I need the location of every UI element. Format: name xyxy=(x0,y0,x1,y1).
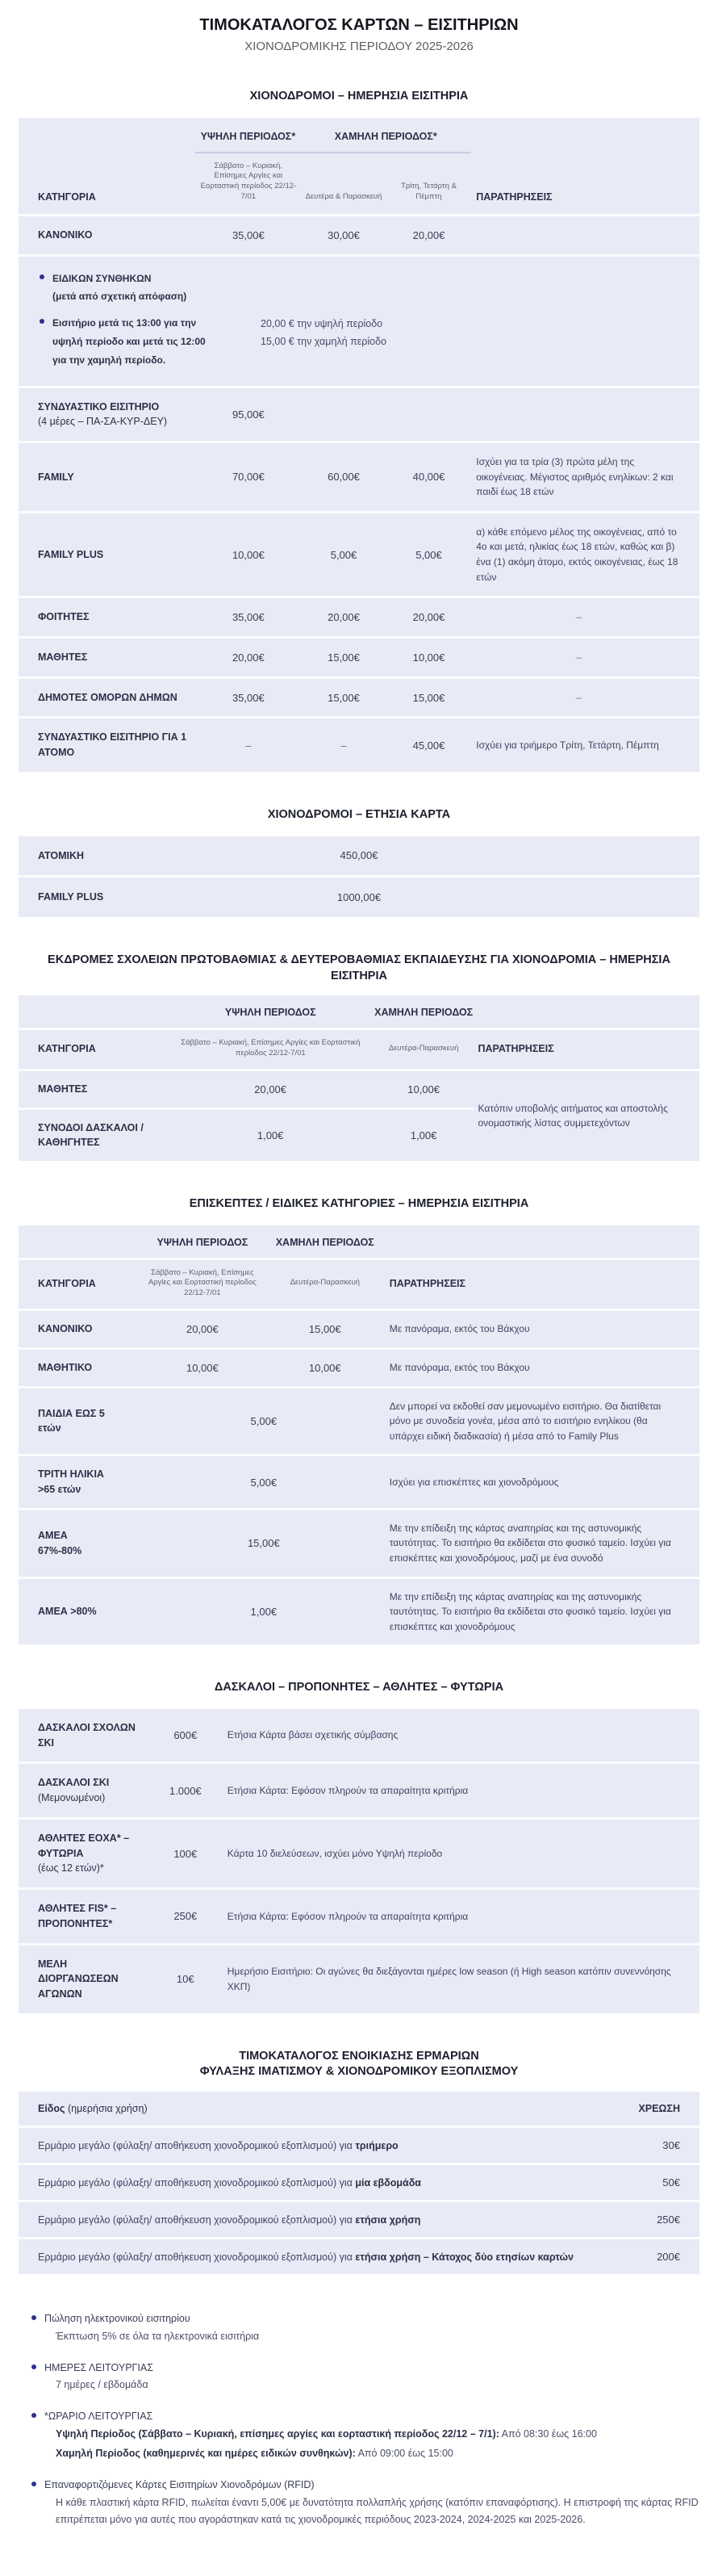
row-price-high: 20,00€ xyxy=(232,651,265,664)
bullet-icon xyxy=(31,2364,36,2369)
table-row-family-plus xyxy=(19,511,699,596)
row-note: Δεν μπορεί να εκδοθεί σαν μεμονωμένο εισιτήριο. Θα διατίθεται μόνο με συνοδεία γονέα, μέσα από το εισιτήριο ενηλίκου (θα υπάρχει ειδική διαδικασία) ή μέσα από το Family Plus xyxy=(389,1400,662,1442)
row-category: ΜΑΘΗΤΙΚΟ xyxy=(38,1361,93,1373)
bullet-icon xyxy=(31,2482,36,2486)
row-price-low2: 15,00€ xyxy=(412,691,445,704)
annual-card-table xyxy=(19,836,699,918)
row-price: 1.000€ xyxy=(169,1784,202,1797)
lockers-section-heading xyxy=(28,2049,690,2080)
coaches-section-heading: ΔΑΣΚΑΛΟΙ – ΠΡΟΠΟΝΗΤΕΣ – ΑΘΛΗΤΕΣ – ΦΥΤΩΡΙΑ xyxy=(214,1681,504,1694)
row-note xyxy=(471,403,699,425)
table-row-special-conditions xyxy=(19,254,699,386)
row-price: 100€ xyxy=(173,1847,198,1860)
locker-desc-bold: ετήσια χρήση xyxy=(355,2214,421,2226)
note-header xyxy=(20,2478,699,2493)
table-row-atomiki xyxy=(19,836,699,876)
visitors-column-header xyxy=(19,1258,699,1309)
locker-desc-common: Ερμάριο μεγάλο (φύλαξη/ αποθήκευση χιονοδρομικού εξοπλισμού) για xyxy=(38,2251,356,2263)
bullet-icon xyxy=(40,274,44,279)
row-note: Ισχύει για επισκέπτες και χιονοδρόμους xyxy=(389,1476,559,1488)
row-price: 250€ xyxy=(173,1910,198,1923)
category-column-header: ΚΑΤΗΓΟΡΙΑ xyxy=(38,1277,96,1289)
note-operating-hours xyxy=(20,2409,699,2463)
table-row-school-mathites xyxy=(19,1071,474,1108)
type-header-rest: (ημερήσια χρήση) xyxy=(65,2103,148,2115)
low-period-subheader: Δευτέρα-Παρασκευή xyxy=(290,1278,360,1288)
row-price: 250€ xyxy=(657,2214,680,2226)
locker-desc-bold: τριήμερο xyxy=(355,2139,399,2151)
row-category: ΜΕΛΗ ΔΙΟΡΓΑΝΩΣΕΩΝ ΑΓΩΝΩΝ xyxy=(38,1958,119,2000)
row-price: 1000,00€ xyxy=(336,891,382,904)
row-note: Ισχύει για τριήμερο Τρίτη, Τετάρτη, Πέμπτη xyxy=(476,739,659,751)
lockers-heading-line2: ΦΥΛΑΞΗΣ ΙΜΑΤΙΣΜΟΥ & ΧΙΟΝΟΔΡΟΜΙΚΟΥ ΕΞΟΠΛΙΣΜΟΥ xyxy=(199,2065,519,2079)
header-spacer xyxy=(19,1007,169,1018)
row-price-low: 10,00€ xyxy=(407,1083,440,1095)
row-category: ΜΑΘΗΤΕΣ xyxy=(38,1083,88,1095)
period-headers-wrap xyxy=(195,131,471,153)
category-column-header: ΚΑΤΗΓΟΡΙΑ xyxy=(38,191,96,203)
row-price-high: 10,00€ xyxy=(232,548,265,561)
row-note: Με την επίδειξη της κάρτας αναπηρίας και της αστυνομικής ταυτότητας. Το εισιτήριο θα εκδίδεται στο φυσικό ταμείο. Ισχύει για επισκέπτες και χιονοδρόμους, μαζί με ένα συνοδό xyxy=(389,1522,671,1564)
table-row-locker-annual-two-cards xyxy=(19,2237,699,2274)
table-row-visitor-mathitiko xyxy=(19,1347,699,1386)
row-price-low2: 10,00€ xyxy=(412,651,445,664)
row-price-low1: 30,00€ xyxy=(328,228,360,241)
table-row-paidia xyxy=(19,1386,699,1455)
row-price-low1: 15,00€ xyxy=(328,691,360,704)
row-category-line2: 67%-80% xyxy=(38,1544,82,1556)
row-price-high: 10,00€ xyxy=(186,1361,219,1374)
locker-desc-bold: ετήσια χρήση – Κάτοχος δύο ετησίων καρτών xyxy=(355,2251,574,2263)
row-category-line1: ΑΘΛΗΤΕΣ ΕΟΧΑ* – ΦΥΤΩΡΙΑ xyxy=(38,1832,130,1859)
schools-table xyxy=(19,995,699,1161)
row-price: 450,00€ xyxy=(340,849,378,862)
high-period-hours-label: Υψηλή Περίοδος (Σάββατο – Κυριακή, επίσημες αργίες και εορταστική περίοδος 22/12 – 7/1): xyxy=(56,2428,499,2440)
afternoon-price-high: 20,00 € την υψηλή περίοδο xyxy=(261,318,383,330)
row-note: Ισχύει για τα τρία (3) πρώτα μέλη της οικογένειας. Μέγιστος αριθμός ενηλίκων: 2 και παιδί έως 18 ετών xyxy=(476,456,674,498)
row-price-merged: 5,00€ xyxy=(250,1414,278,1427)
table-row-ski-individual xyxy=(19,1761,699,1817)
note-title: *ΩΡΑΡΙΟ ΛΕΙΤΟΥΡΓΙΑΣ xyxy=(44,2411,153,2423)
row-price-low2: 20,00€ xyxy=(412,228,445,241)
row-price-merged: 15,00€ xyxy=(247,1537,280,1550)
row-note: – xyxy=(576,611,582,623)
empty-cell xyxy=(386,403,472,425)
empty-cell xyxy=(301,403,386,425)
table-row-amea-80 xyxy=(19,1577,699,1645)
annual-section-heading: ΧΙΟΝΟΔΡΟΜΟΙ – ΕΤΗΣΙΑ ΚΑΡΤΑ xyxy=(267,807,451,821)
row-category xyxy=(19,1764,155,1817)
table-row-kanoniko xyxy=(19,214,699,254)
row-price: 600€ xyxy=(173,1729,198,1742)
note-header xyxy=(20,2311,699,2327)
note-body-low-period xyxy=(56,2445,699,2463)
table-row-eoxa-athletes xyxy=(19,1817,699,1887)
bullet-icon xyxy=(31,2315,36,2320)
row-category-line2: (Μεμονωμένοι) xyxy=(38,1792,106,1804)
row-price-low1: 20,00€ xyxy=(328,611,360,624)
page-title: ΤΙΜΟΚΑΤΑΛΟΓΟΣ ΚΑΡΤΩΝ – ΕΙΣΙΤΗΡΙΩΝ xyxy=(199,16,519,34)
row-description xyxy=(19,2203,618,2237)
row-price-high: 1,00€ xyxy=(257,1129,284,1141)
row-category xyxy=(19,388,195,442)
row-category: ΑΘΛΗΤΕΣ FIS* – ΠΡΟΠΟΝΗΤΕΣ* xyxy=(38,1903,117,1929)
daily-section-heading: ΧΙΟΝΟΔΡΟΜΟΙ – ΗΜΕΡΗΣΙΑ ΕΙΣΙΤΗΡΙΑ xyxy=(249,90,469,103)
table-row-locker-3day xyxy=(19,2126,699,2163)
daily-table-period-header xyxy=(19,118,699,153)
notes-column-header: ΠΑΡΑΤΗΡΗΣΕΙΣ xyxy=(478,1042,554,1054)
row-category: ΔΑΣΚΑΛΟΙ ΣΧΟΛΩΝ ΣΚΙ xyxy=(38,1721,136,1749)
row-price-low2: 20,00€ xyxy=(412,611,445,624)
row-note: – xyxy=(576,651,582,664)
lockers-header-row xyxy=(19,2092,699,2126)
row-price: 200€ xyxy=(657,2251,680,2264)
row-price-low1: 60,00€ xyxy=(328,471,360,484)
table-row-combo-1person xyxy=(19,716,699,772)
row-price: 95,00€ xyxy=(232,408,265,421)
row-note: Ετήσια Κάρτα: Εφόσον πληρούν τα απαραίτητα κριτήρια xyxy=(227,1784,469,1796)
row-price-low: 10,00€ xyxy=(308,1361,341,1374)
row-category-line2: >65 ετών xyxy=(38,1484,81,1496)
header-spacer xyxy=(19,131,195,153)
row-category-line1: ΤΡΙΤΗ ΗΛΙΚΙΑ xyxy=(38,1468,104,1481)
price-catalog-page xyxy=(19,0,699,2576)
row-price: 30€ xyxy=(662,2139,680,2152)
low-period-header: ΧΑΜΗΛΗ ΠΕΡΙΟΔΟΣ xyxy=(275,1236,374,1248)
category-column-header: ΚΑΤΗΓΟΡΙΑ xyxy=(38,1042,96,1054)
row-price-high: 20,00€ xyxy=(186,1322,219,1335)
row-category: ΚΑΝΟΝΙΚΟ xyxy=(38,228,93,241)
row-note: – xyxy=(576,691,582,703)
table-row-visitor-kanoniko xyxy=(19,1309,699,1347)
afternoon-ticket-bullet xyxy=(19,314,699,369)
row-price-low1: 15,00€ xyxy=(328,651,360,664)
special-conditions-text xyxy=(52,270,214,307)
table-row-locker-week xyxy=(19,2163,699,2200)
row-category: FAMILY PLUS xyxy=(38,548,104,560)
row-price-low2: 5,00€ xyxy=(415,548,442,561)
row-category: ΦΟΙΤΗΤΕΣ xyxy=(38,611,90,623)
row-price-low: 1,00€ xyxy=(410,1129,437,1141)
low-period-header: ΧΑΜΗΛΗ ΠΕΡΙΟΔΟΣ xyxy=(374,1007,474,1019)
visitors-section-heading: ΕΠΙΣΚΕΠΤΕΣ / ΕΙΔΙΚΕΣ ΚΑΤΗΓΟΡΙΕΣ – ΗΜΕΡΗΣΙΑ ΕΙΣΙΤΗΡΙΑ xyxy=(189,1197,529,1211)
row-category-line1: ΠΑΙΔΙΑ ΕΩΣ 5 xyxy=(38,1407,105,1419)
table-row-school-synodoi xyxy=(19,1108,474,1162)
special-conditions-line1: ΕΙΔΙΚΩΝ ΣΥΝΘΗΚΩΝ xyxy=(52,272,152,284)
row-price-merged: 1,00€ xyxy=(250,1605,278,1618)
row-price-high: – xyxy=(245,739,252,752)
row-price-low2: 45,00€ xyxy=(412,739,445,752)
table-row-fis-athletes xyxy=(19,1887,699,1943)
table-row-mathites xyxy=(19,636,699,676)
afternoon-price-low: 15,00 € την χαμηλή περίοδο xyxy=(261,336,387,348)
combo-4day-title: ΣΥΝΔΥΑΣΤΙΚΟ ΕΙΣΙΤΗΡΙΟ xyxy=(38,400,160,413)
high-period-hours-value: Από 08:30 έως 16:00 xyxy=(499,2428,597,2440)
row-price-low2: 40,00€ xyxy=(412,471,445,484)
low-period-hours-label: Χαμηλή Περίοδος (καθημερινές και ημέρες ειδικών συνθηκών): xyxy=(56,2447,356,2459)
afternoon-ticket-prices xyxy=(261,314,386,369)
row-note: Ετήσια Κάρτα: Εφόσον πληρούν τα απαραίτητα κριτήρια xyxy=(227,1910,469,1922)
table-row-locker-annual xyxy=(19,2200,699,2237)
row-category xyxy=(19,1396,141,1447)
table-row-race-organizers xyxy=(19,1943,699,2013)
note-rfid-cards xyxy=(20,2478,699,2530)
header-spacer xyxy=(19,1237,141,1248)
row-note: Ετήσια Κάρτα βάσει σχετικής σύμβασης xyxy=(227,1729,399,1741)
note-body: Έκπτωση 5% σε όλα τα ηλεκτρονικά εισιτήρια xyxy=(56,2330,260,2342)
low-period-subheader: Δευτέρα-Παρασκευή xyxy=(388,1043,459,1053)
note-body: Η κάθε πλαστική κάρτα RFID, πωλείται έναντι 5,00€ με δυνατότητα πολλαπλής χρήσης (κατόπιν επαναφόρτισης). Η επιστροφή της κάρτας RFID επιτρέπεται μόνο για αυτές που αγοράστηκαν κατά τις χιονοδρομικές περιόδους 2023-2024, 2024-2025 και 2025-2026. xyxy=(56,2496,699,2526)
locker-desc-common: Ερμάριο μεγάλο (φύλαξη/ αποθήκευση χιονοδρομικού εξοπλισμού) για xyxy=(38,2176,356,2189)
row-category xyxy=(19,1456,141,1508)
table-row-family-plus-annual xyxy=(19,875,699,917)
combo-4day-subtitle: (4 μέρες – ΠΑ-ΣΑ-ΚΥΡ-ΔΕΥ) xyxy=(38,416,168,428)
special-conditions-line2: (μετά από σχετική απόφαση) xyxy=(52,291,187,303)
row-price-high: 35,00€ xyxy=(232,228,265,241)
row-category: ΜΑΘΗΤΕΣ xyxy=(38,651,88,663)
row-description xyxy=(19,2240,618,2274)
low-period-hours-value: Από 09:00 έως 15:00 xyxy=(355,2447,453,2459)
schools-rows-group xyxy=(19,1069,699,1161)
note-title: Επαναφορτιζόμενες Κάρτες Εισιτηρίων Χιονοδρόμων (RFID) xyxy=(44,2478,315,2490)
note-header xyxy=(20,2360,699,2376)
note-operating-days xyxy=(20,2360,699,2395)
schools-shared-note: Κατόπιν υποβολής αιτήματος και αποστολής ονομαστικής λίστας συμμετεχόντων xyxy=(478,1102,668,1129)
row-price-low1: 5,00€ xyxy=(330,548,357,561)
row-price-high: 35,00€ xyxy=(232,611,265,624)
daily-table-column-header xyxy=(19,153,699,214)
low-period-mon-fri-subheader: Δευτέρα & Παρασκευή xyxy=(305,192,382,201)
locker-desc-common: Ερμάριο μεγάλο (φύλαξη/ αποθήκευση χιονοδρομικού εξοπλισμού) για xyxy=(38,2214,356,2226)
schools-column-header xyxy=(19,1028,699,1069)
lockers-heading-line1: ΤΙΜΟΚΑΤΑΛΟΓΟΣ ΕΝΟΙΚΙΑΣΗΣ ΕΡΜΑΡΙΩΝ xyxy=(239,2049,479,2063)
row-category: ΚΑΝΟΝΙΚΟ xyxy=(38,1323,93,1335)
table-row-combo-4day xyxy=(19,386,699,442)
page-subtitle: ΧΙΟΝΟΔΡΟΜΙΚΗΣ ΠΕΡΙΟΔΟΥ 2025-2026 xyxy=(244,40,474,53)
row-category: ΣΥΝΟΔΟΙ ΔΑΣΚΑΛΟΙ / ΚΑΘΗΓΗΤΕΣ xyxy=(38,1121,144,1149)
afternoon-ticket-text: Εισιτήριο μετά τις 13:00 για την υψηλή περίοδο και μετά τις 12:00 για την χαμηλή περίοδο. xyxy=(52,317,206,366)
row-note: Με πανόραμα, εκτός του Βάκχου xyxy=(389,1361,530,1373)
daily-tickets-table xyxy=(19,118,699,772)
charge-column-header: ΧΡΕΩΣΗ xyxy=(638,2103,680,2115)
row-note: Κάρτα 10 διελεύσεων, ισχύει μόνο Υψηλή περίοδο xyxy=(227,1847,443,1859)
row-category: FAMILY xyxy=(38,471,74,483)
locker-desc-common: Ερμάριο μεγάλο (φύλαξη/ αποθήκευση χιονοδρομικού εξοπλισμού) για xyxy=(38,2139,356,2151)
row-note: Ημερήσιο Εισιτήριο: Οι αγώνες θα διεξάγονται ημέρες low season (ή High season κατόπιν συνεννόησης ΧΚΠ) xyxy=(227,1966,671,1992)
schools-period-header xyxy=(19,995,699,1028)
schools-section-heading: ΕΚΔΡΟΜΕΣ ΣΧΟΛΕΙΩΝ ΠΡΩΤΟΒΑΘΜΙΑΣ & ΔΕΥΤΕΡΟΒΑΘΜΙΑΣ ΕΚΠΑΙΔΕΥΣΗΣ ΓΙΑ ΧΙΟΝΟΔΡΟΜΙΑ – ΗΜΕΡΗΣΙΑ ΕΙΣΙΤΗΡΙΑ xyxy=(48,953,670,982)
row-price: 50€ xyxy=(662,2176,680,2189)
notes-column-header: ΠΑΡΑΤΗΡΗΣΕΙΣ xyxy=(476,191,553,203)
row-category-line2: ετών xyxy=(38,1422,61,1435)
bullet-icon xyxy=(40,319,44,324)
table-row-triti-ilikia xyxy=(19,1454,699,1508)
row-category: ΔΗΜΟΤΕΣ ΟΜΟΡΩΝ ΔΗΜΩΝ xyxy=(38,691,177,703)
table-row-dimotes xyxy=(19,676,699,717)
type-column-header xyxy=(19,2103,618,2114)
low-period-header: ΧΑΜΗΛΗ ΠΕΡΙΟΔΟΣ* xyxy=(334,130,437,142)
lockers-table xyxy=(19,2092,699,2274)
row-category: ΣΥΝΔΥΑΣΤΙΚΟ ΕΙΣΙΤΗΡΙΟ ΓΙΑ 1 ΑΤΟΜΟ xyxy=(38,731,187,759)
row-price-high: 70,00€ xyxy=(232,471,265,484)
row-note: α) κάθε επόμενο μέλος της οικογένειας, από το 4ο και μετά, ηλικίας έως 18 ετών, καθώς και β) ένα (1) ακόμη άτομο, εκτός οικογένειας, έως 18 ετών xyxy=(476,526,678,583)
row-price-low: 15,00€ xyxy=(308,1322,341,1335)
row-category xyxy=(19,1820,155,1887)
bullet-icon xyxy=(31,2413,36,2418)
high-period-header: ΥΨΗΛΗ ΠΕΡΙΟΔΟΣ xyxy=(157,1236,248,1248)
note-title: Πώληση ηλεκτρονικού εισιτηρίου xyxy=(44,2313,190,2325)
row-category xyxy=(19,1518,141,1569)
table-row-ski-schools xyxy=(19,1709,699,1762)
row-description xyxy=(19,2129,618,2163)
high-period-subheader: Σάββατο – Κυριακή, Επίσημες Αργίες και Εορταστική περίοδος 22/12-7/01 xyxy=(181,1038,361,1058)
high-period-subheader: Σάββατο – Κυριακή, Επίσημες Αργίες και Εορταστική περίοδος 22/12-7/01 xyxy=(148,1267,257,1298)
schools-rows-left xyxy=(19,1071,474,1161)
special-conditions-bullet xyxy=(19,270,699,307)
low-period-tue-thu-subheader: Τρίτη, Τετάρτη & Πέμπτη xyxy=(401,182,457,201)
row-price-merged: 5,00€ xyxy=(250,1476,278,1489)
row-price-high: 20,00€ xyxy=(254,1083,287,1095)
footer-notes xyxy=(19,2311,699,2529)
type-header-bold: Είδος xyxy=(38,2103,65,2115)
note-body-high-period xyxy=(56,2426,699,2444)
note-body: 7 ημέρες / εβδομάδα xyxy=(56,2379,148,2391)
table-row-amea-67-80 xyxy=(19,1508,699,1577)
row-note: Με πανόραμα, εκτός του Βάκχου xyxy=(389,1323,530,1335)
row-description xyxy=(19,2166,618,2200)
high-period-subheader: Σάββατο – Κυριακή, Επίσημες Αργίες και Εορταστική περίοδος 22/12-7/01 xyxy=(200,161,297,201)
high-period-header: ΥΨΗΛΗ ΠΕΡΙΟΔΟΣ xyxy=(224,1007,316,1019)
row-category: ΑΤΟΜΙΚΗ xyxy=(38,849,85,861)
row-category-line2: (έως 12 ετών)* xyxy=(38,1862,104,1874)
row-category: ΑΜΕΑ >80% xyxy=(38,1606,97,1618)
row-category: FAMILY PLUS xyxy=(38,891,104,903)
table-row-foitites xyxy=(19,596,699,636)
row-price-low1: – xyxy=(340,739,347,752)
coaches-table xyxy=(19,1709,699,2013)
high-period-header: ΥΨΗΛΗ ΠΕΡΙΟΔΟΣ* xyxy=(200,130,296,142)
note-title: ΗΜΕΡΕΣ ΛΕΙΤΟΥΡΓΙΑΣ xyxy=(44,2361,153,2373)
visitors-table xyxy=(19,1225,699,1645)
row-category-line1: ΔΑΣΚΑΛΟΙ ΣΚΙ xyxy=(38,1777,110,1789)
visitors-period-header xyxy=(19,1225,699,1258)
row-price: 10€ xyxy=(176,1973,194,1986)
row-price-high: 35,00€ xyxy=(232,691,265,704)
row-note xyxy=(471,224,699,246)
note-header xyxy=(20,2409,699,2424)
table-row-family xyxy=(19,441,699,511)
locker-desc-bold: μία εβδομάδα xyxy=(355,2176,421,2189)
row-note: Με την επίδειξη της κάρτας αναπηρίας και της αστυνομικής ταυτότητας. Το εισιτήριο θα εκδίδεται στο φυσικό ταμείο. Ισχύει για επισκέπτες και χιονοδρόμους xyxy=(389,1590,671,1632)
row-category-line1: ΑΜΕΑ xyxy=(38,1529,68,1541)
note-electronic-ticket xyxy=(20,2311,699,2346)
notes-column-header: ΠΑΡΑΤΗΡΗΣΕΙΣ xyxy=(389,1277,466,1289)
